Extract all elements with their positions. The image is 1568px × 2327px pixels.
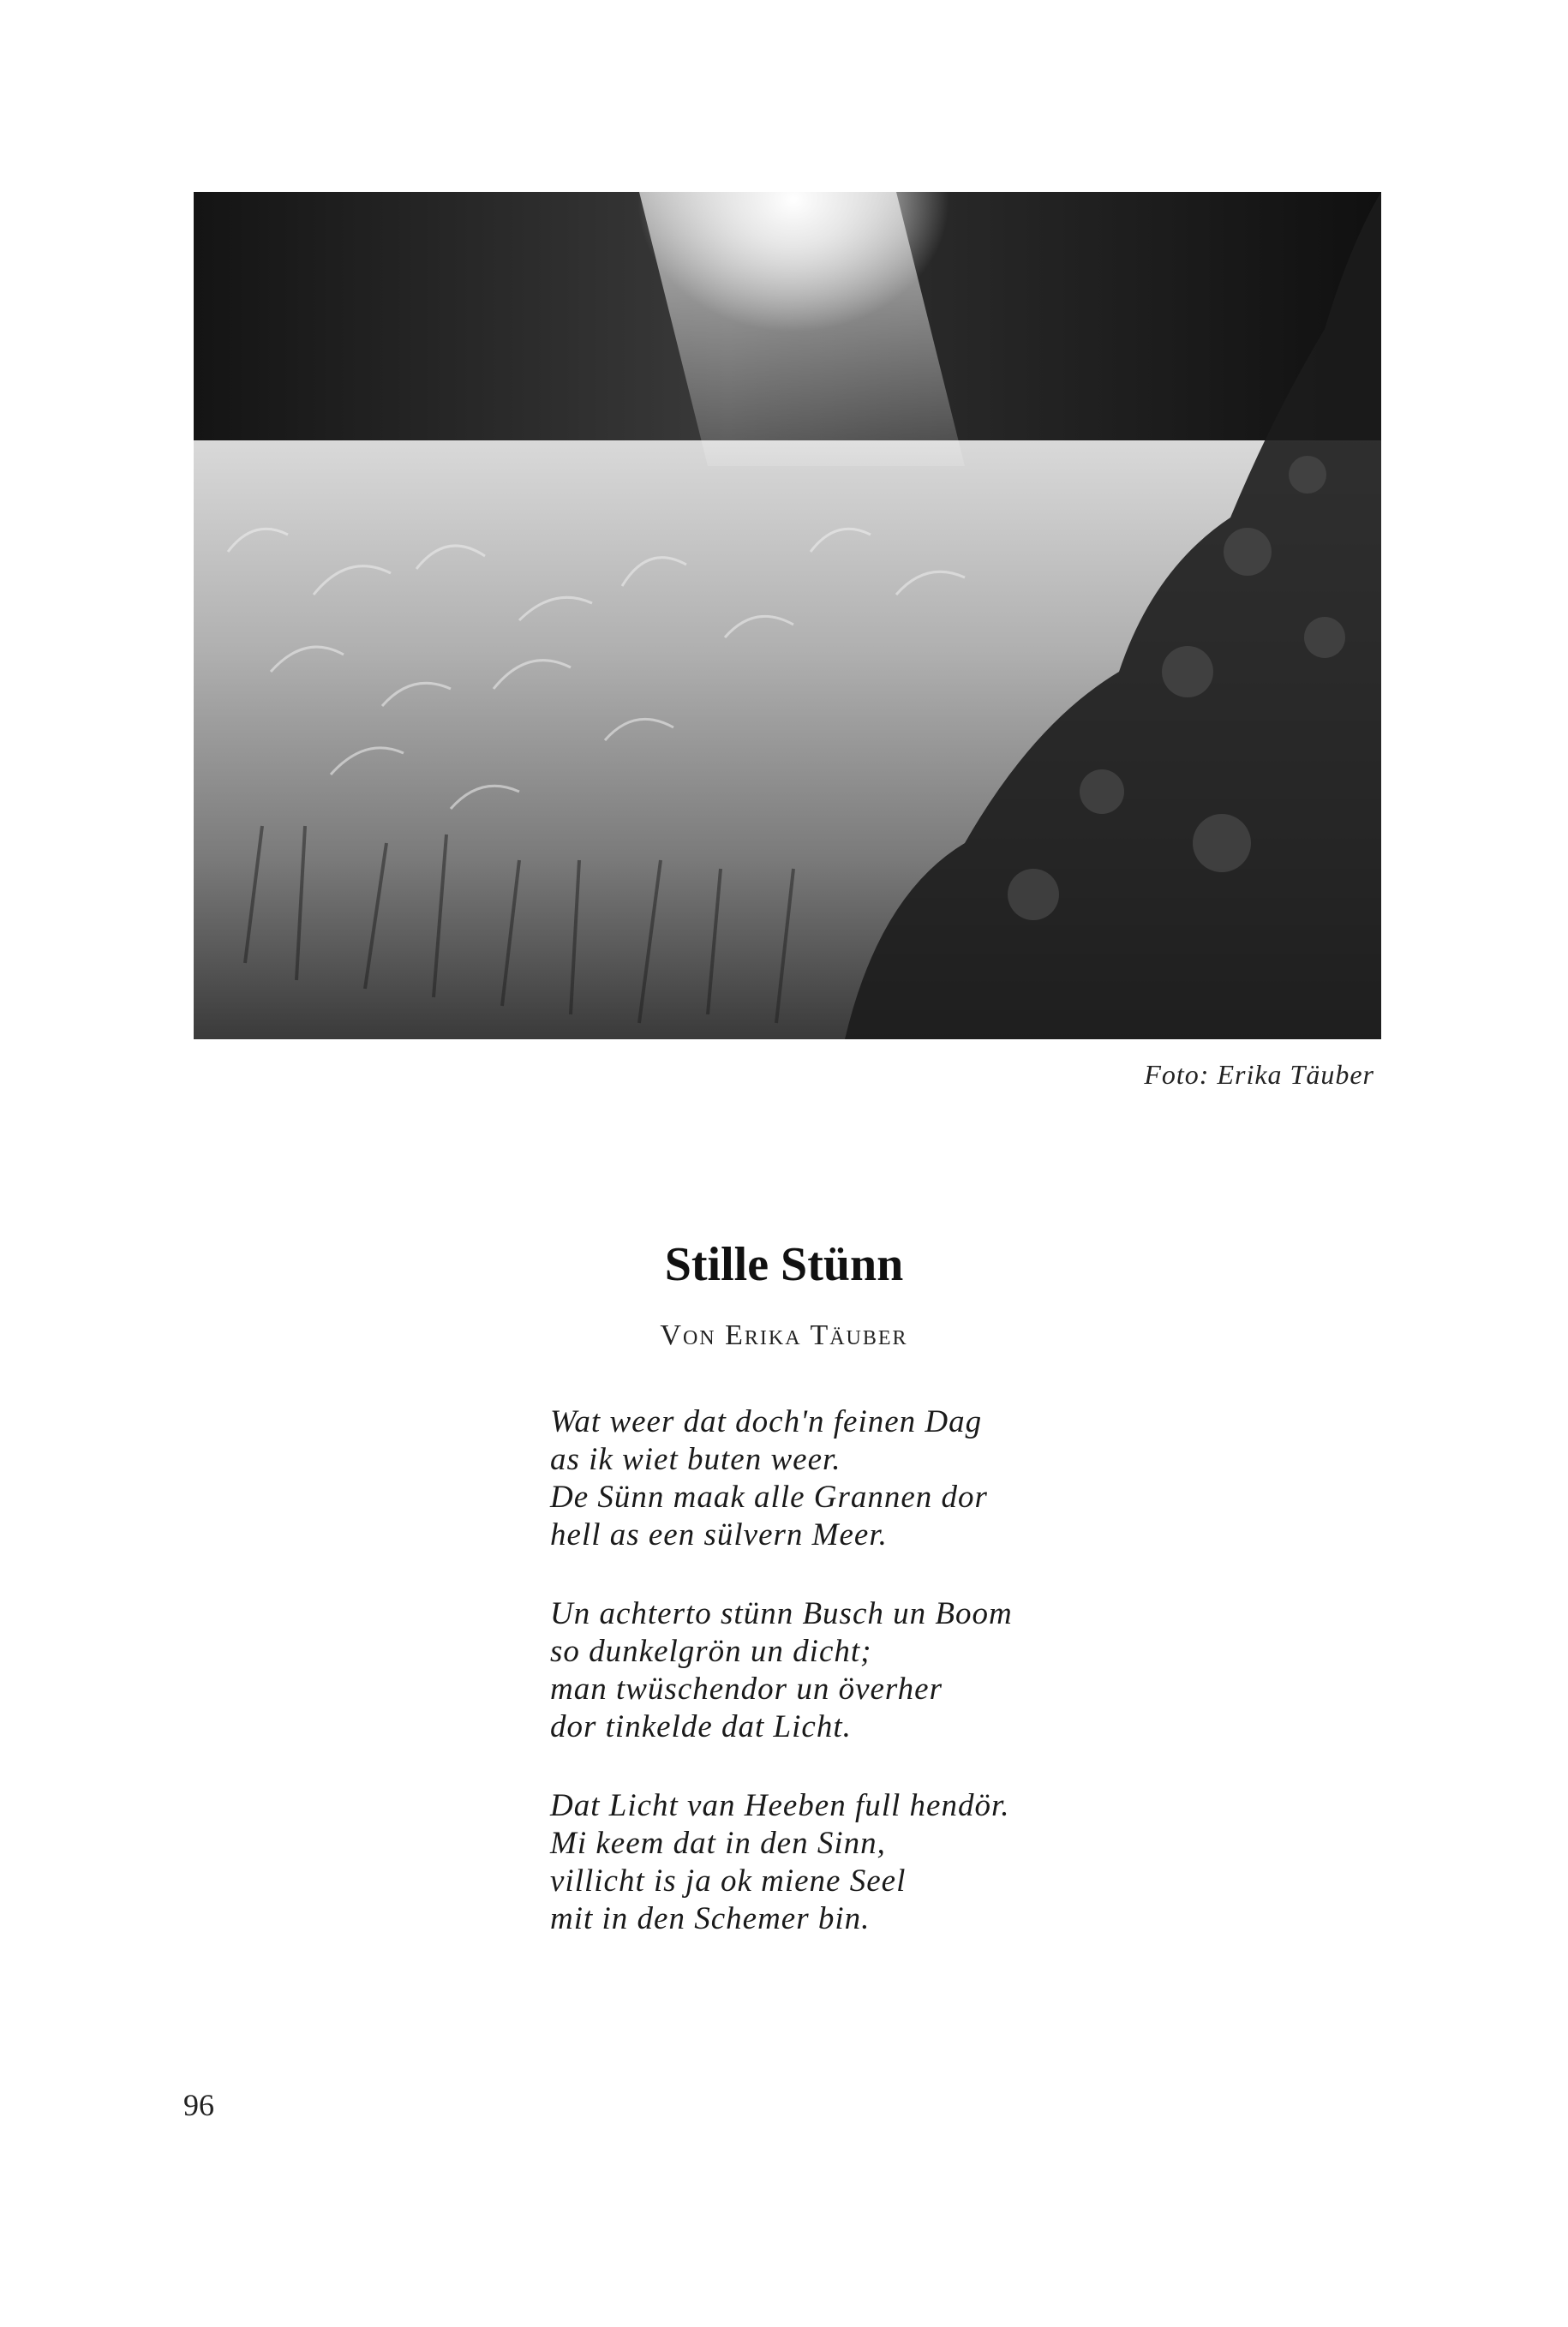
poem-line: man twüschendor un överher	[550, 1672, 943, 1707]
photo-credit: Foto: Erika Täuber	[1144, 1059, 1374, 1090]
poem-title: Stille Stünn	[664, 1238, 904, 1291]
stanza-2	[550, 1595, 1201, 1746]
poem-line: De Sünn maak alle Grannen dor	[550, 1480, 988, 1515]
poem-body	[550, 1403, 1201, 1979]
page-number: 96	[183, 2088, 214, 2122]
stanza-3	[550, 1787, 1201, 1938]
poem-line: dor tinkelde dat Licht.	[550, 1709, 852, 1744]
poem-line: Wat weer dat doch'n feinen Dag	[550, 1404, 983, 1439]
field-photo-image	[194, 192, 1381, 1039]
poem-line: villicht is ja ok miene Seel	[550, 1863, 907, 1899]
poem-byline: Von Erika Täuber	[660, 1319, 908, 1351]
poem-line: Mi keem dat in den Sinn,	[550, 1826, 886, 1861]
poem-line: mit in den Schemer bin.	[550, 1901, 871, 1936]
stanza-1	[550, 1403, 1201, 1554]
poem-line: as ik wiet buten weer.	[550, 1442, 841, 1477]
poem-line: hell as een sülvern Meer.	[550, 1517, 888, 1552]
poem-line: so dunkelgrön un dicht;	[550, 1634, 872, 1669]
poem-line: Dat Licht van Heeben full hendör.	[550, 1788, 1010, 1823]
field-photograph	[194, 192, 1381, 1039]
poem-line: Un achterto stünn Busch un Boom	[550, 1596, 1013, 1631]
